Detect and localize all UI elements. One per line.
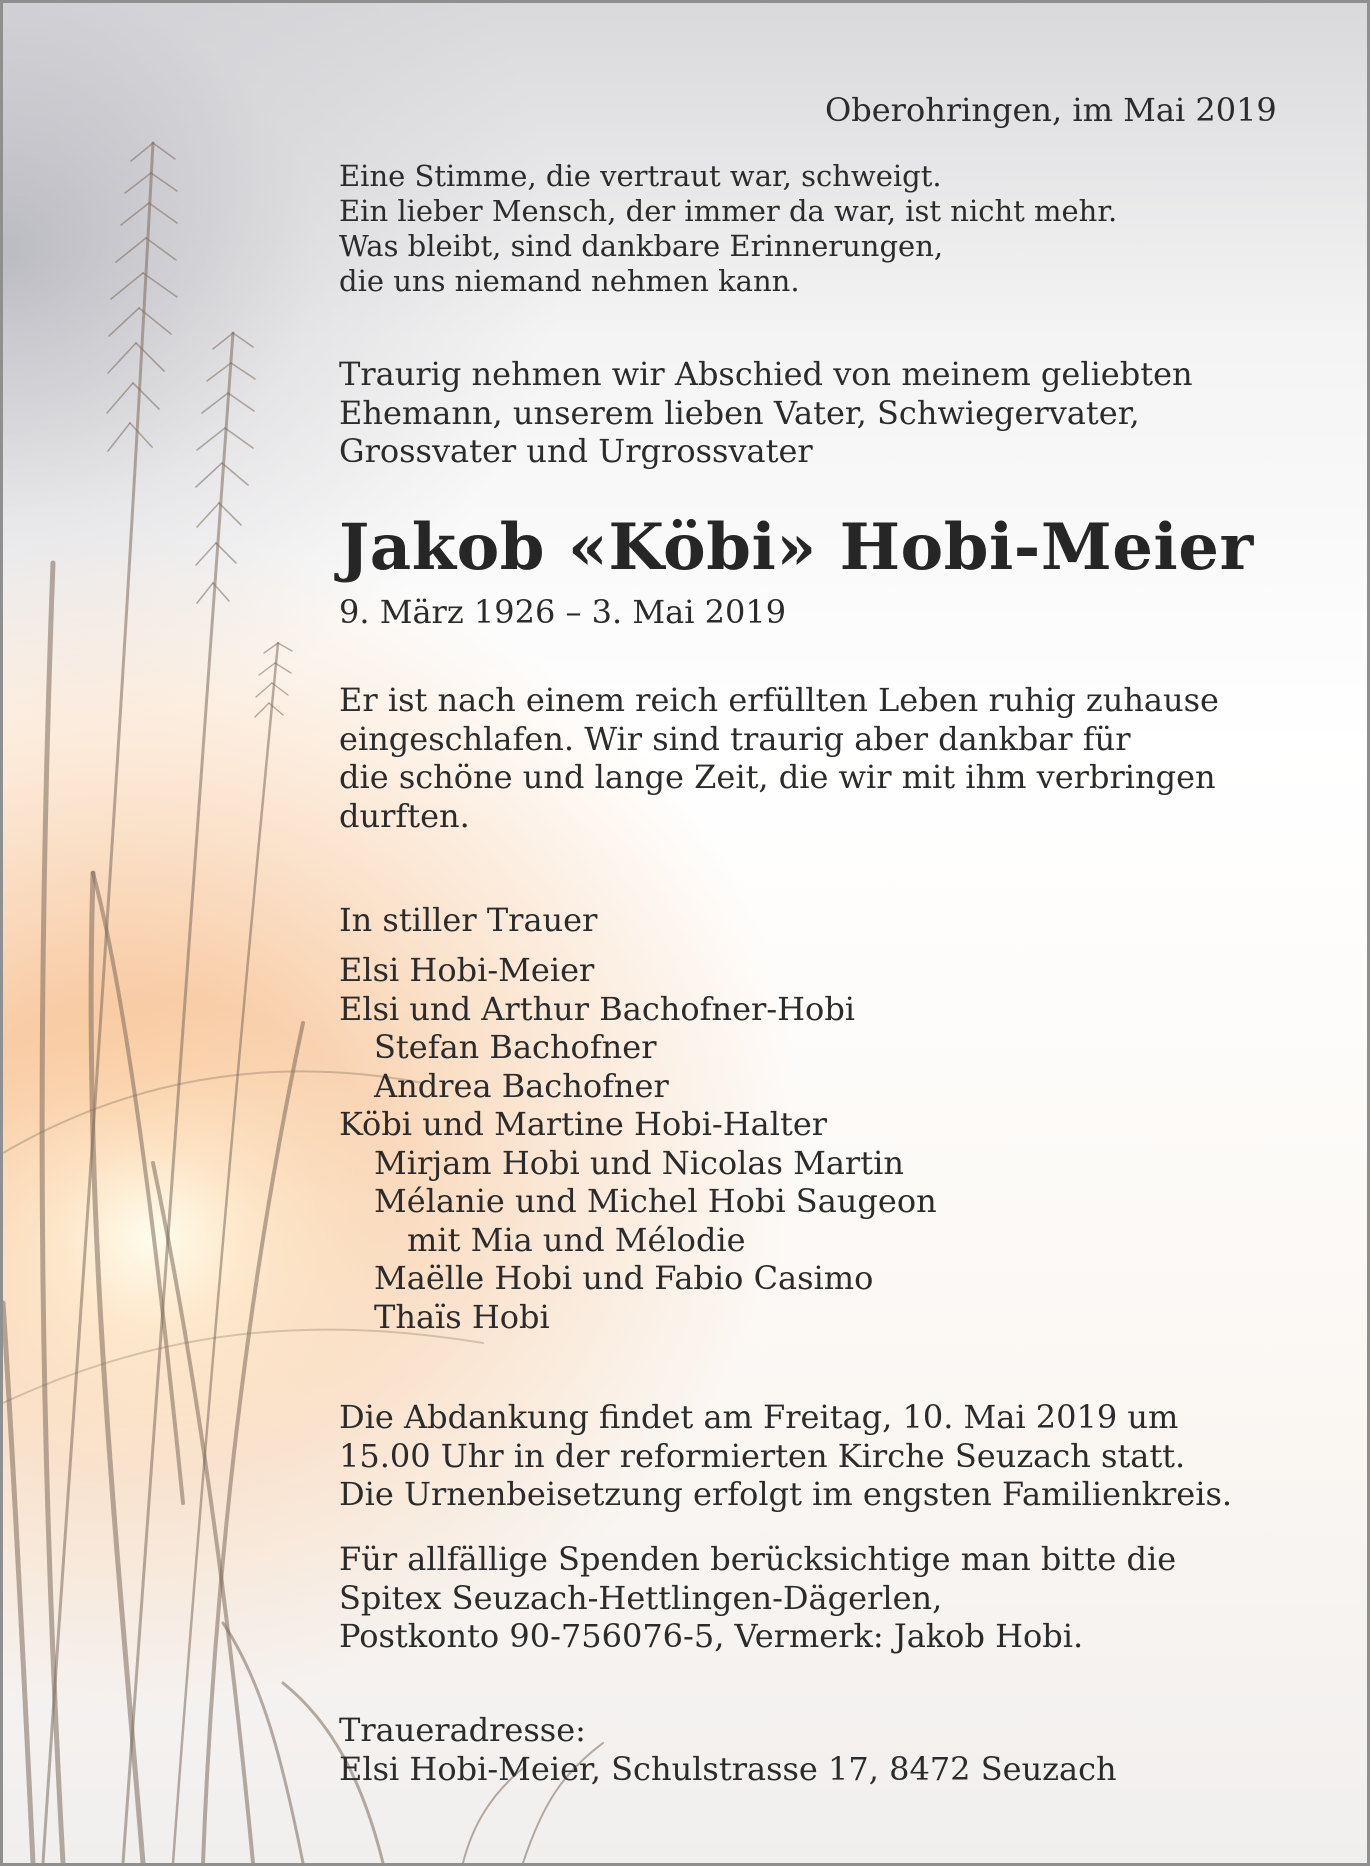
intro-line: Grossvater und Urgrossvater: [339, 432, 813, 470]
family-member: Andrea Bachofner: [374, 1066, 669, 1105]
address-line: Elsi Hobi-Meier, Schulstrasse 17, 8472 Seuzach: [339, 1749, 1117, 1788]
poem-line: Was bleibt, sind dankbare Erinnerungen,: [339, 229, 944, 263]
family-member: Köbi und Martine Hobi-Halter: [339, 1105, 828, 1143]
ceremony-line: Die Urnenbeisetzung erfolgt im engsten Familienkreis.: [339, 1475, 1233, 1513]
ceremony-line: Die Abdankung findet am Freitag, 10. Mai 2019 um: [339, 1398, 1179, 1436]
poem-line: Ein lieber Mensch, der immer da war, ist nicht mehr.: [339, 194, 1118, 228]
mourning-address: [339, 1711, 1117, 1788]
message-line: durften.: [339, 796, 470, 835]
deceased-name: Jakob «Köbi» Hobi-Meier: [339, 510, 1254, 585]
intro-line: Ehemann, unserem lieben Vater, Schwiegervater,: [339, 393, 1140, 432]
intro-text: [339, 355, 1193, 471]
family-member: Stefan Bachofner: [374, 1028, 657, 1066]
poem-line: die uns niemand nehmen kann.: [339, 264, 800, 298]
message-line: die schöne und lange Zeit, die wir mit ihm verbringen: [339, 758, 1216, 796]
family-member: mit Mia und Mélodie: [407, 1220, 746, 1259]
family-member: Elsi und Arthur Bachofner-Hobi: [339, 989, 856, 1028]
poem-line: Eine Stimme, die vertraut war, schweigt.: [339, 159, 942, 193]
donation-line: Für allfällige Spenden berücksichtige man bitte die: [339, 1540, 1177, 1578]
message-line: Er ist nach einem reich erfüllten Leben ruhig zuhause: [339, 681, 1219, 719]
place-date: Oberohringen, im Mai 2019: [825, 91, 1277, 129]
poem: [339, 159, 1117, 299]
address-label: Traueradresse:: [339, 1711, 586, 1749]
family-member: Mirjam Hobi und Nicolas Martin: [374, 1143, 904, 1182]
family-member: Elsi Hobi-Meier: [339, 951, 595, 989]
ceremony-info: [339, 1398, 1232, 1514]
intro-line: Traurig nehmen wir Abschied von meinem geliebten: [339, 355, 1193, 393]
family-list: [339, 951, 937, 1336]
ceremony-line: 15.00 Uhr in der reformierten Kirche Seuzach statt.: [339, 1436, 1186, 1475]
donation-line: Spitex Seuzach-Hettlingen-Dägerlen,: [339, 1578, 943, 1617]
donation-line: Postkonto 90-756076-5, Vermerk: Jakob Hobi.: [339, 1617, 1084, 1655]
mourning-title: In stiller Trauer: [339, 901, 598, 939]
life-dates: 9. März 1926 – 3. Mai 2019: [339, 593, 787, 631]
family-member: Maëlle Hobi und Fabio Casimo: [374, 1259, 874, 1297]
donation-info: [339, 1540, 1176, 1656]
family-member: Thaïs Hobi: [374, 1297, 550, 1336]
message-line: eingeschlafen. Wir sind traurig aber dankbar für: [339, 719, 1131, 758]
family-member: Mélanie und Michel Hobi Saugeon: [374, 1182, 937, 1220]
message-text: [339, 681, 1219, 835]
